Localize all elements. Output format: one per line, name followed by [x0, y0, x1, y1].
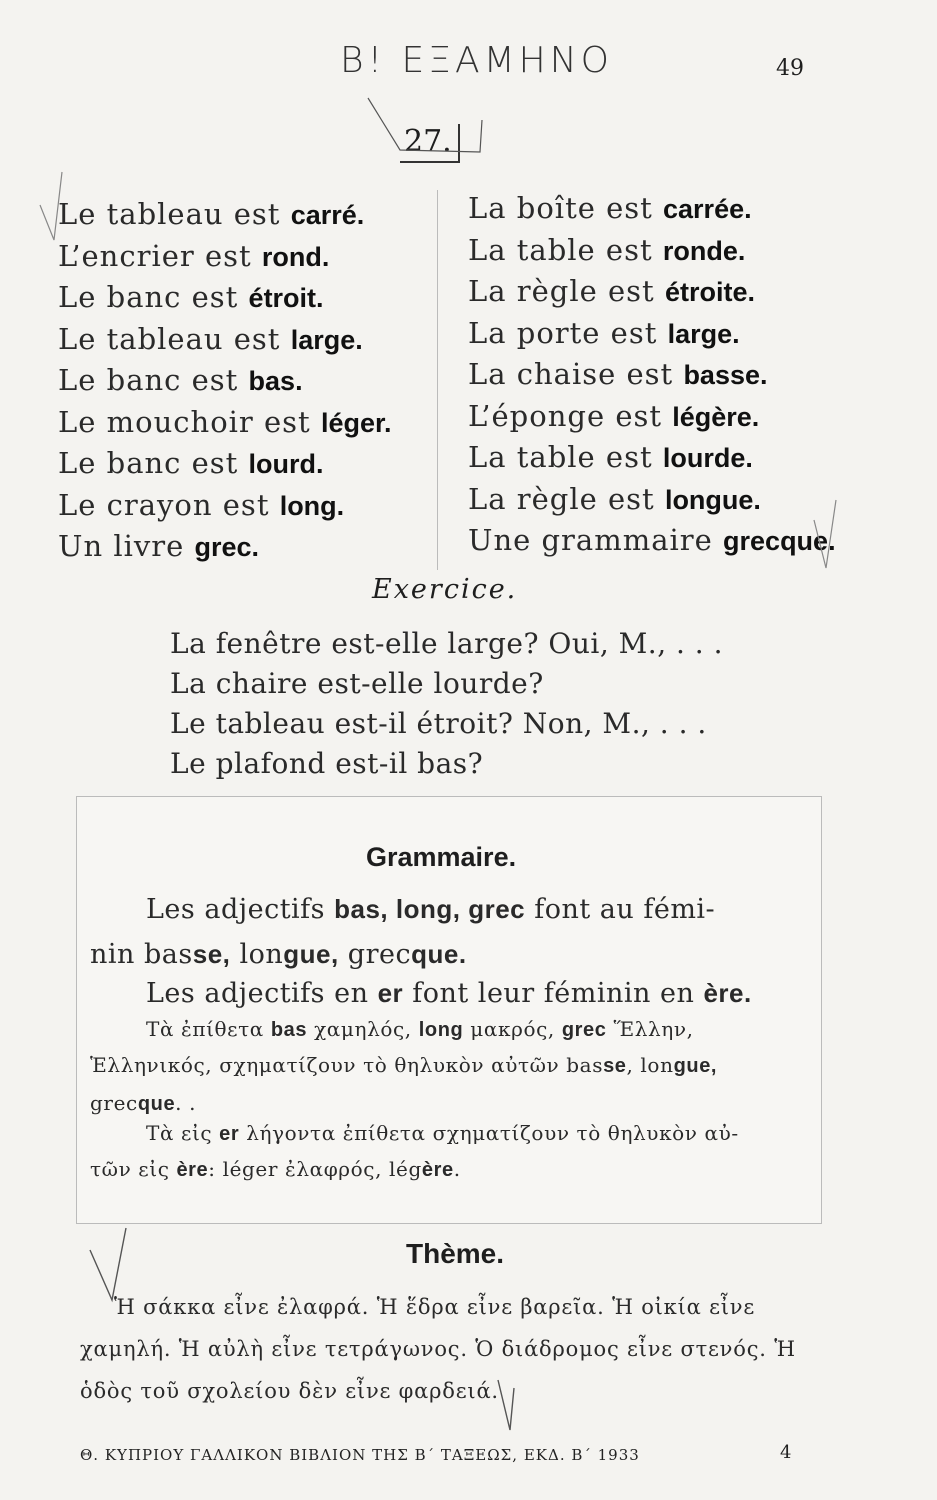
vocab-line: Le banc est étroit.	[58, 280, 324, 314]
tick-mark	[40, 172, 62, 240]
vocab-line: Le tableau est large.	[58, 321, 363, 356]
vocab-line: Un livre grec.	[58, 529, 260, 563]
vocab-line: L’éponge est légère.	[468, 398, 760, 433]
grammar-title: Grammaire.	[366, 842, 517, 872]
grammar-rule-line: nin basse, longue, grecque.	[90, 939, 467, 970]
theme-line: ὁδὸς τοῦ σχολείου δὲν εἶνε φαρδειά.	[80, 1379, 499, 1403]
vocab-line: La boîte est carrée.	[468, 191, 752, 225]
tick-mark	[498, 1380, 514, 1430]
footer-sheet-number: 4	[780, 1442, 793, 1463]
vocab-line: Le crayon est long.	[58, 487, 345, 522]
vocab-line: La table est ronde.	[468, 232, 746, 267]
grammar-rule-line: Les adjectifs bas, long, grec font au fémi-	[146, 894, 716, 925]
grammar-greek-line: τῶν εἰς ère: léger ἐλαφρός, légère.	[90, 1157, 461, 1181]
grammar-greek-line: grecque. .	[90, 1091, 197, 1115]
exercise-line: La chaire est-elle lourde?	[170, 667, 544, 700]
lesson-bracket-mark	[368, 98, 482, 152]
vocab-line: Le banc est bas.	[58, 363, 303, 397]
exercise-line: Le tableau est-il étroit? Non, M., . . .	[170, 707, 707, 740]
theme-title: Thème.	[406, 1238, 505, 1269]
vocab-line: Le banc est lourd.	[58, 446, 324, 480]
vocab-line: La règle est étroite.	[468, 274, 755, 308]
tick-mark	[90, 1228, 126, 1300]
theme-line: χαμηλή. Ἡ αὐλὴ εἶνε τετράγωνος. Ὁ διάδρομος εἶνε στενός. Ἡ	[80, 1337, 796, 1361]
vocab-line: La règle est longue.	[468, 481, 761, 516]
vocab-line: Une grammaire grecque.	[468, 523, 836, 557]
lesson-number: 27.	[400, 124, 460, 163]
vocab-line: La table est lourde.	[468, 440, 753, 474]
grammar-greek-line: Ἑλληνικός, σχηματίζουν τὸ θηλυκὸν αὐτῶν basse, longue,	[90, 1053, 718, 1077]
grammar-rule-line: Les adjectifs en er font leur féminin en ère.	[146, 978, 752, 1009]
exercise-line: Le plafond est-il bas?	[170, 747, 484, 780]
footer-publication-line: Θ. ΚΥΠΡΙΟΥ ΓΑΛΛΙΚΟΝ ΒΙΒΛΙΟΝ ΤΗΣ Β΄ ΤΑΞΕΩΣ, ΕΚΔ. Β΄ 1933	[80, 1446, 640, 1464]
theme-line: Ἡ σάκκα εἶνε ἐλαφρά. Ἡ ἕδρα εἶνε βαρεῖα. Ἡ οἰκία εἶνε	[114, 1295, 756, 1319]
page-number: 49	[776, 56, 804, 81]
vocab-line: Le tableau est carré.	[58, 197, 365, 231]
exercise-title: Exercice.	[372, 574, 518, 605]
exercise-line: La fenêtre est-elle large? Oui, M., . . .	[170, 627, 723, 660]
grammar-greek-line: Τὰ εἰς er λήγοντα ἐπίθετα σχηματίζουν τὸ θηλυκὸν αὐ-	[146, 1121, 739, 1145]
handwritten-semester-note: Β! ΕΞΑΜΗΝΟ	[340, 40, 613, 81]
vocab-line: Le mouchoir est léger.	[58, 404, 392, 439]
tick-mark	[814, 500, 836, 568]
grammar-greek-line: Τὰ ἐπίθετα bas χαμηλός, long μακρός, grec Ἕλλην,	[146, 1017, 694, 1041]
vocab-line: La porte est large.	[468, 315, 740, 350]
vocab-line: L’encrier est rond.	[58, 238, 330, 273]
vocab-line: La chaise est basse.	[468, 357, 768, 391]
